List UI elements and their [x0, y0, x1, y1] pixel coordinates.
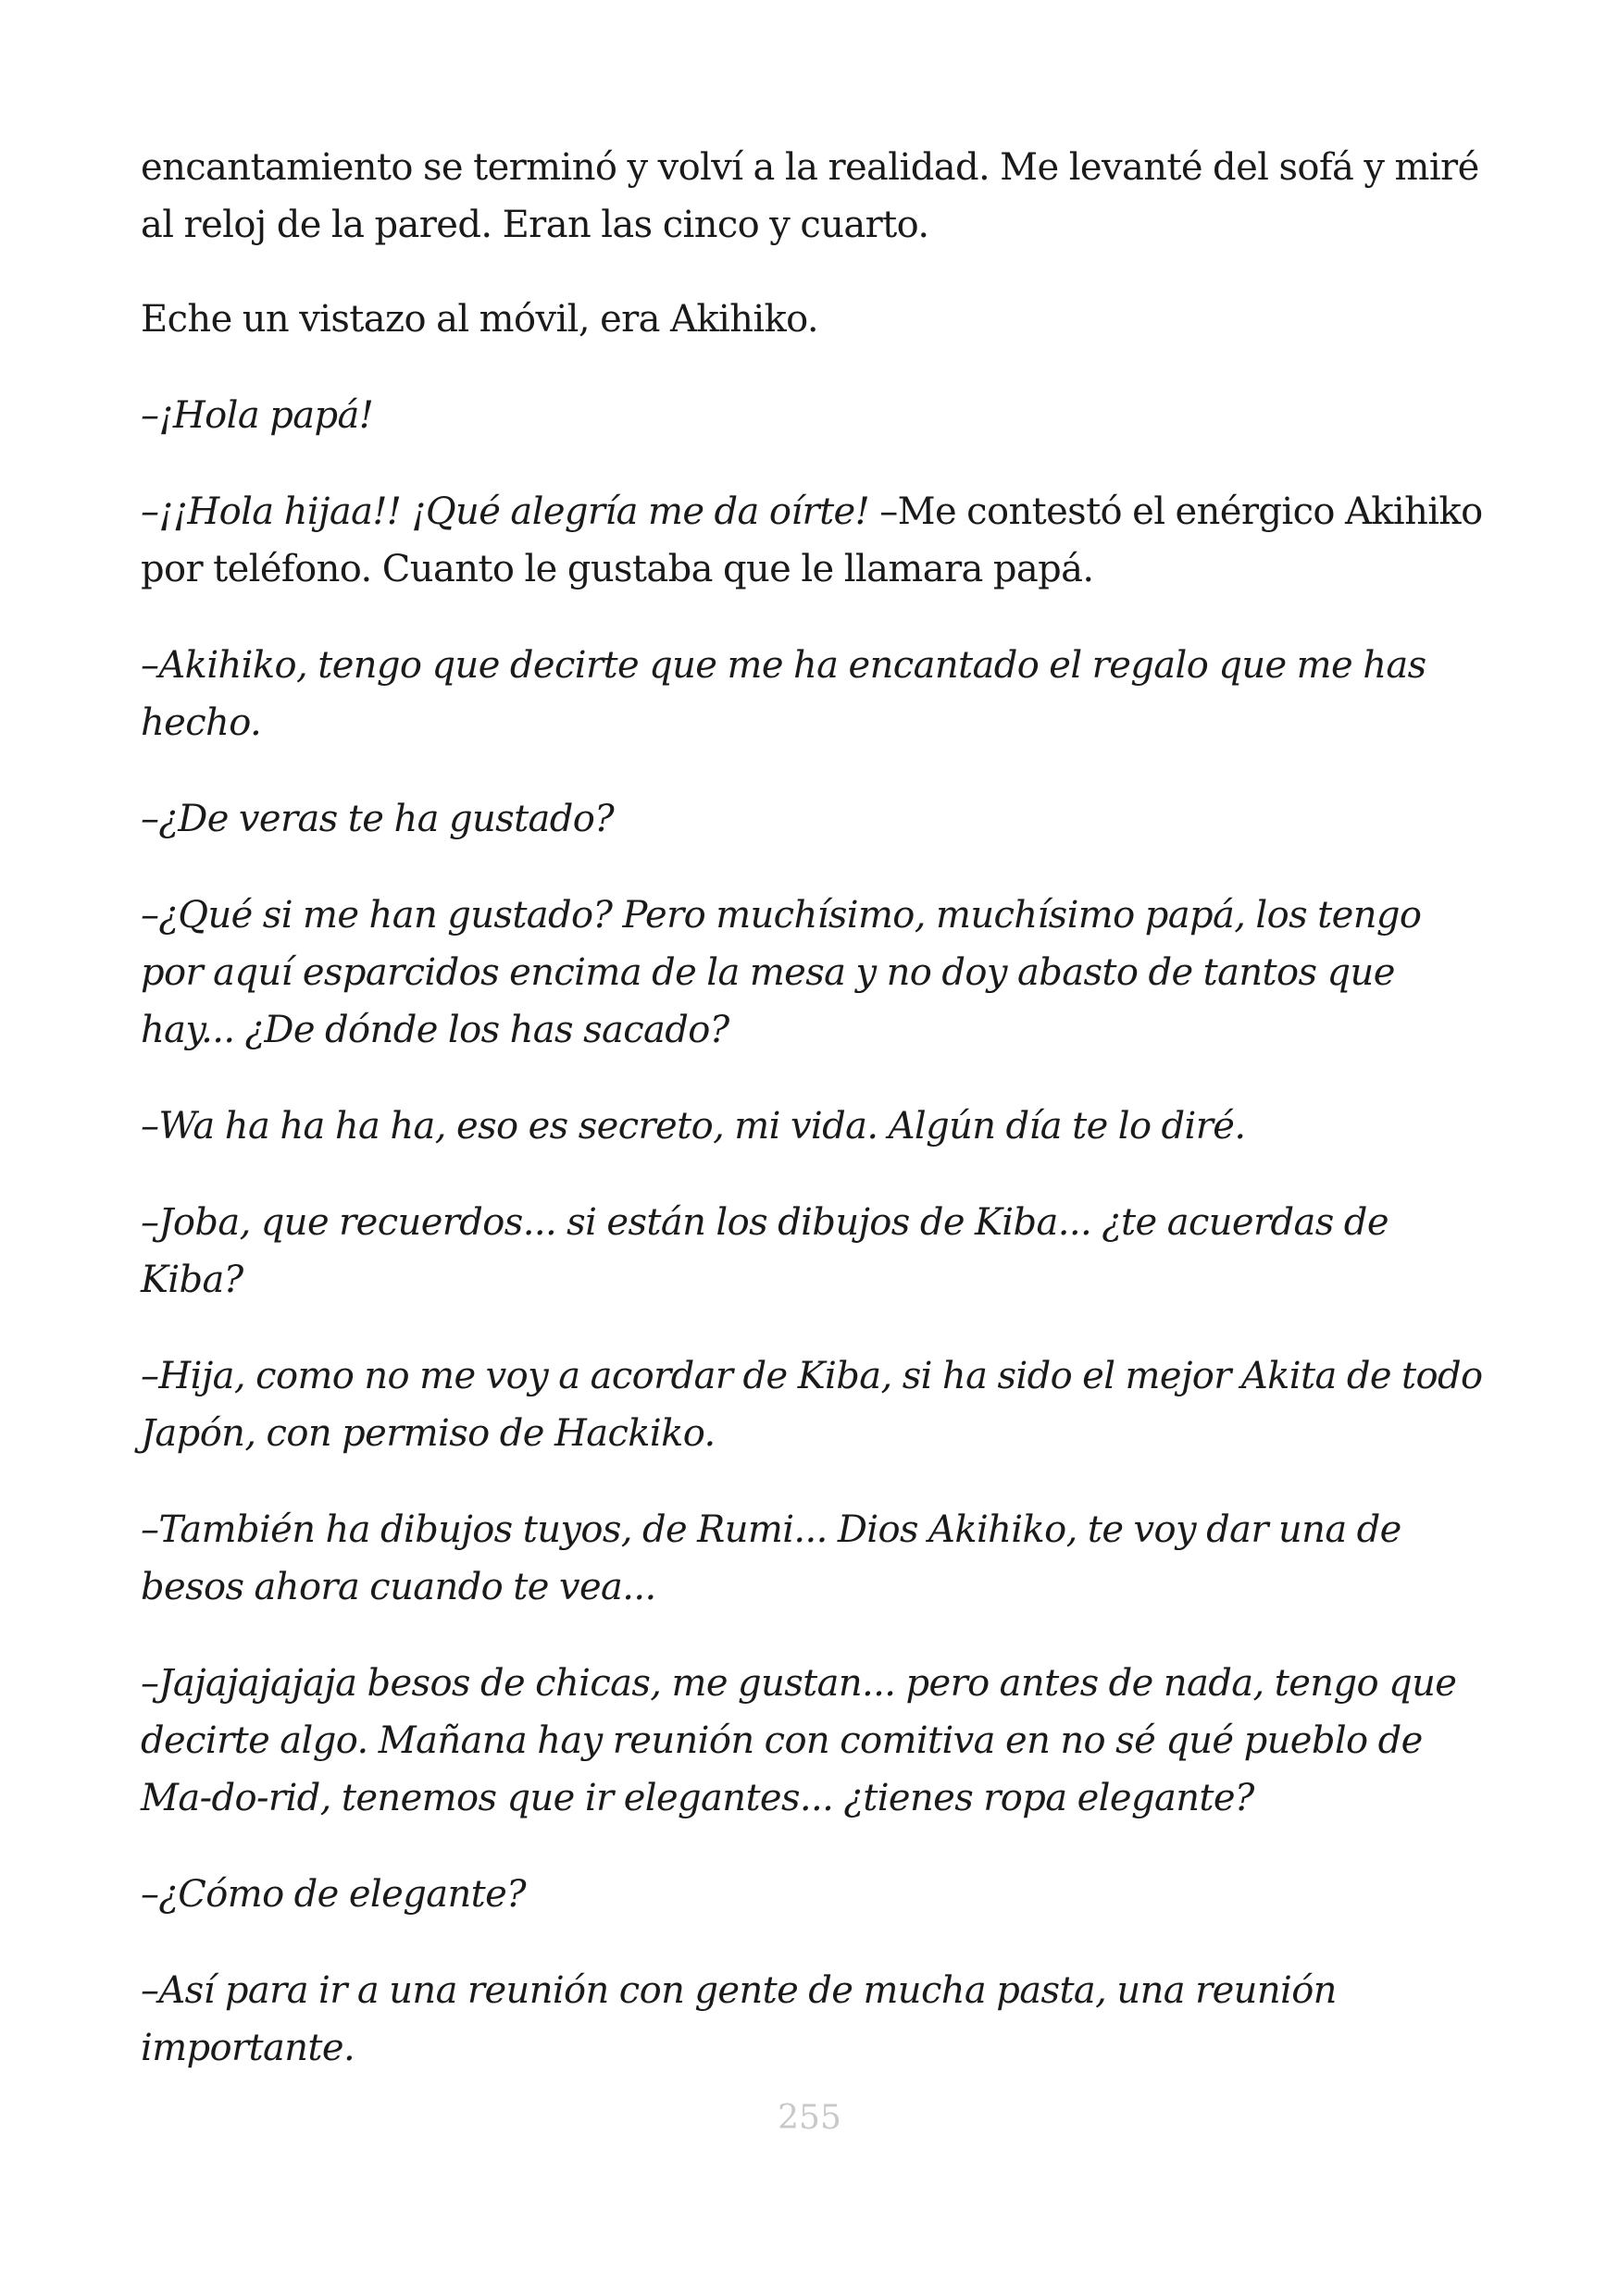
- paragraph-11: [141, 1501, 1492, 1616]
- dialogue-text: –Jajajajajaja besos de chicas, me gustan... pero antes de nada, tengo que decirte algo. Mañana hay reunión con comitiva en no sé qué pueblo de Ma-do-rid, tenemos que ir elegantes... ¿tienes ropa elegante?: [141, 1662, 1457, 1819]
- paragraph-12: [141, 1655, 1492, 1827]
- paragraph-8: [141, 1098, 1492, 1155]
- page-number: 255: [778, 2099, 841, 2137]
- paragraph-1: [141, 139, 1492, 254]
- dialogue-text: –¡Hola papá!: [141, 394, 374, 437]
- dialogue-text: –Wa ha ha ha ha, eso es secreto, mi vida. Algún día te lo diré.: [141, 1105, 1246, 1148]
- paragraph-7: [141, 887, 1492, 1059]
- page-body: [141, 139, 1492, 2116]
- narration-text: –Me contestó el enérgico Akihiko por teléfono. Cuanto le gustaba que le llamara papá.: [141, 490, 1483, 590]
- dialogue-text: –¡¡Hola hijaa!! ¡Qué alegría me da oírte!: [141, 490, 870, 533]
- dialogue-text: –Akihiko, tengo que decirte que me ha encantado el regalo que me has hecho.: [141, 644, 1426, 744]
- dialogue-text: –Joba, que recuerdos... si están los dibujos de Kiba... ¿te acuerdas de Kiba?: [141, 1201, 1389, 1301]
- paragraph-6: [141, 790, 1492, 848]
- dialogue-text: –También ha dibujos tuyos, de Rumi... Dios Akihiko, te voy dar una de besos ahora cuando te vea...: [141, 1508, 1401, 1608]
- dialogue-text: –¿De veras te ha gustado?: [141, 798, 615, 840]
- paragraph-14: [141, 1962, 1492, 2077]
- paragraph-10: [141, 1347, 1492, 1462]
- dialogue-text: –¿Cómo de elegante?: [141, 1873, 526, 1916]
- paragraph-13: [141, 1866, 1492, 1923]
- dialogue-text: –Hija, como no me voy a acordar de Kiba, si ha sido el mejor Akita de todo Japón, con permiso de Hackiko.: [141, 1355, 1483, 1455]
- dialogue-text: –Así para ir a una reunión con gente de mucha pasta, una reunión importante.: [141, 1969, 1337, 2069]
- paragraph-9: [141, 1194, 1492, 1309]
- paragraph-text: encantamiento se terminó y volví a la realidad. Me levanté del sofá y miré al reloj de la pared. Eran las cinco y cuarto.: [141, 146, 1479, 246]
- paragraph-text: Eche un vistazo al móvil, era Akihiko.: [141, 298, 819, 341]
- paragraph-3: [141, 387, 1492, 444]
- paragraph-5: [141, 637, 1492, 751]
- dialogue-text: –¿Qué si me han gustado? Pero muchísimo, muchísimo papá, los tengo por aquí esparcidos encima de la mesa y no doy abasto de tantos que hay... ¿De dónde los has sacado?: [141, 894, 1422, 1051]
- paragraph-2: [141, 291, 1492, 348]
- paragraph-4: [141, 483, 1492, 598]
